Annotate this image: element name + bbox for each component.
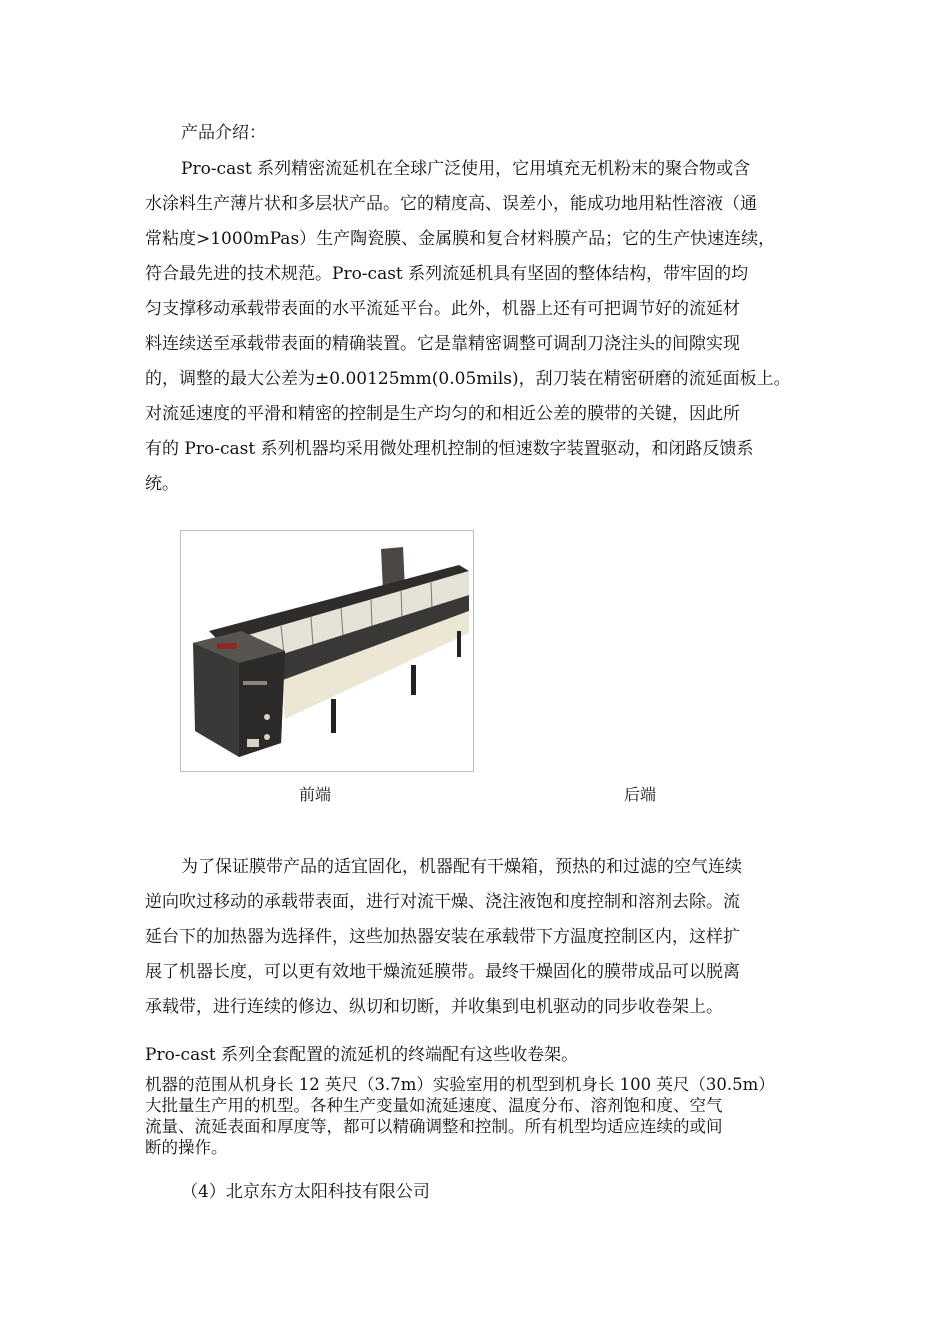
machine-photo [180, 530, 474, 772]
text-line: 展了机器长度，可以更有效地干燥流延膜带。最终干燥固化的膜带成品可以脱离 [145, 962, 740, 982]
text-line: 符合最先进的技术规范。Pro-cast 系列流延机具有坚固的整体结构，带牢固的均 [145, 264, 749, 284]
text-line: 有的 Pro-cast 系列机器均采用微处理机控制的恒速数字装置驱动，和闭路反馈系 [145, 439, 754, 459]
text-line: 统。 [145, 474, 179, 494]
text-line: 匀支撑移动承载带表面的水平流延平台。此外，机器上还有可把调节好的流延材 [145, 299, 740, 319]
paragraph-range [145, 1074, 810, 1158]
caption-back: 后端 [624, 785, 657, 804]
text-line: 对流延速度的平滑和精密的控制是生产均匀的和相近公差的膜带的关键，因此所 [145, 404, 740, 424]
text-line: 承载带，进行连续的修边、纵切和切断，并收集到电机驱动的同步收卷架上。 [145, 997, 723, 1017]
text-line: Pro-cast 系列全套配置的流延机的终端配有这些收卷架。 [145, 1045, 579, 1065]
text-line: 为了保证膜带产品的适宜固化，机器配有干燥箱，预热的和过滤的空气连续 [181, 857, 742, 877]
tape-casting-machine-illustration [181, 531, 473, 771]
caption-front: 前端 [299, 785, 332, 804]
text-line: 料连续送至承载带表面的精确装置。它是靠精密调整可调刮刀浇注头的间隙实现 [145, 334, 740, 354]
text-line: 的，调整的最大公差为±0.00125mm(0.05mils)，刮刀装在精密研磨的流延面板上。 [145, 369, 791, 389]
text-line: 水涂料生产薄片状和多层状产品。它的精度高、误差小，能成功地用粘性溶液（通 [145, 194, 757, 214]
heading-text: 产品介绍： [181, 123, 266, 143]
paragraph-intro [145, 152, 810, 502]
text-line: 逆向吹过移动的承载带表面，进行对流干燥、浇注液饱和度控制和溶剂去除。流 [145, 892, 740, 912]
paragraph-drying [145, 850, 810, 1025]
text-line: 延台下的加热器为选择件，这些加热器安装在承载带下方温度控制区内，这样扩 [145, 927, 740, 947]
text-line: 断的操作。 [145, 1138, 228, 1157]
text-line: Pro-cast 系列精密流延机在全球广泛使用，它用填充无机粉末的聚合物或含 [181, 159, 751, 179]
text-line: 流量、流延表面和厚度等，都可以精确调整和控制。所有机型均适应连续的或间 [145, 1117, 723, 1136]
heading-product-intro [145, 116, 810, 151]
company-heading [145, 1175, 810, 1210]
text-line: 机器的范围从机身长 12 英尺（3.7m）实验室用的机型到机身长 100 英尺（30.5m） [145, 1075, 775, 1094]
paragraph-winders [145, 1038, 810, 1073]
text-line: 常粘度>1000mPas）生产陶瓷膜、金属膜和复合材料膜产品；它的生产快速连续， [145, 229, 776, 249]
company-name: （4）北京东方太阳科技有限公司 [181, 1182, 430, 1202]
text-line: 大批量生产用的机型。各种生产变量如流延速度、温度分布、溶剂饱和度、空气 [145, 1096, 723, 1115]
